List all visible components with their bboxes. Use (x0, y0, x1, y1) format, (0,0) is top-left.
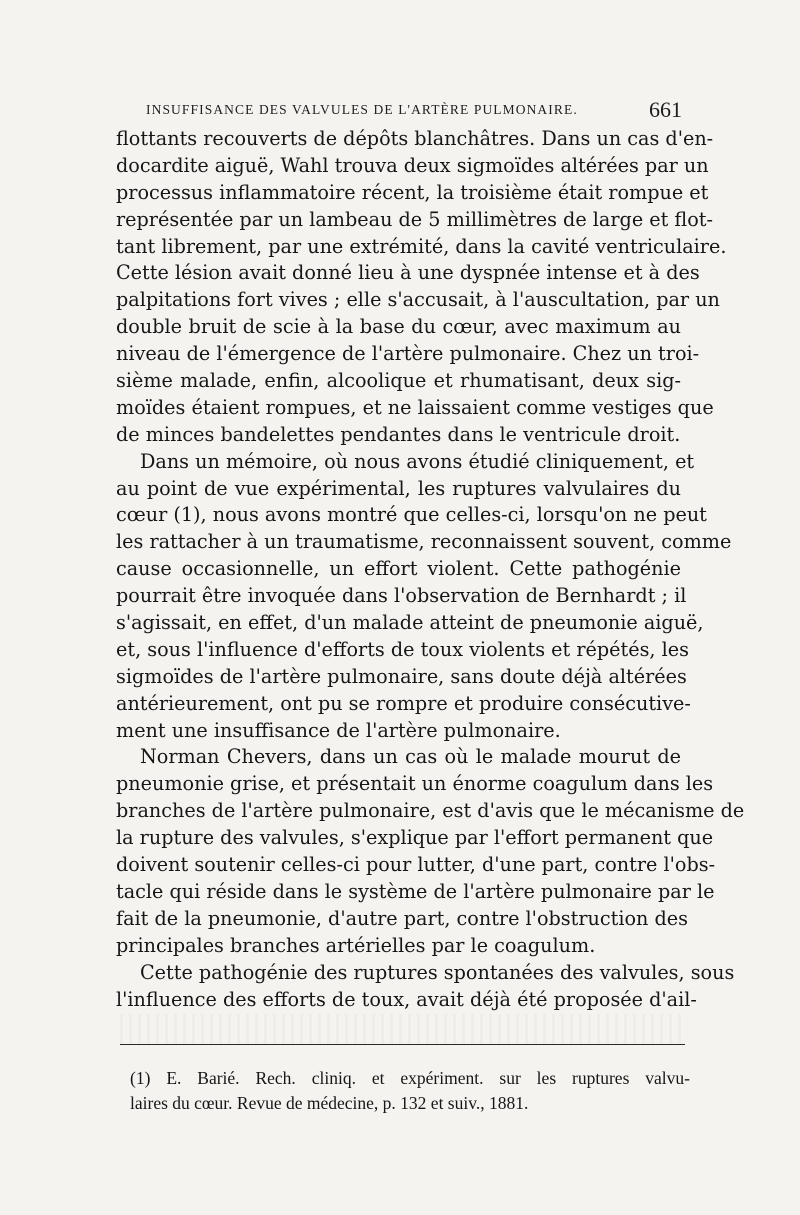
text-line: tant librement, par une extrémité, dans la cavité ventriculaire. (116, 234, 727, 258)
text-line: principales branches artérielles par le coagulum. (116, 933, 596, 957)
text-line: pourrait être invoquée dans l'observation de Bernhardt ; il (116, 584, 687, 608)
text-line: au point de vue expérimental, les ruptures valvulaires du (116, 476, 681, 500)
body-text (116, 126, 745, 1013)
text-line: s'agissait, en effet, d'un malade atteint de pneumonie aiguë, (116, 611, 704, 635)
text-line: Cette pathogénie des ruptures spontanées des valvules, sous (140, 960, 735, 984)
text-line: pneumonie grise, et présentait un énorme coagulum dans les (116, 772, 714, 796)
text-line: et, sous l'influence d'efforts de toux violents et répétés, les (116, 637, 689, 661)
text-line: de minces bandelettes pendantes dans le ventricule droit. (116, 422, 681, 446)
page-number: 661 (649, 97, 682, 122)
footnote (130, 1066, 690, 1116)
text-line: double bruit de scie à la base du cœur, avec maximum au (116, 315, 681, 339)
show-through-texture (120, 1014, 685, 1044)
text-line: moïdes étaient rompues, et ne laissaient comme vestiges que (116, 395, 714, 419)
text-line: sigmoïdes de l'artère pulmonaire, sans doute déjà altérées (116, 664, 687, 688)
text-line: les rattacher à un traumatisme, reconnaissent souvent, comme (116, 530, 732, 554)
text-line: représentée par un lambeau de 5 millimètres de large et flot- (116, 207, 713, 231)
text-line: Norman Chevers, dans un cas où le malade mourut de (140, 745, 681, 769)
text-line: tacle qui réside dans le système de l'artère pulmonaire par le (116, 879, 715, 903)
text-line: Dans un mémoire, où nous avons étudié cliniquement, et (140, 449, 695, 473)
text-line: flottants recouverts de dépôts blanchâtres. Dans un cas d'en- (116, 127, 714, 150)
text-line: la rupture des valvules, s'explique par l'effort permanent que (116, 826, 714, 850)
footnote-rule (120, 1044, 685, 1045)
text-line: branches de l'artère pulmonaire, est d'avis que le mécanisme de (116, 799, 745, 823)
text-line: ment une insuffisance de l'artère pulmonaire. (116, 718, 561, 742)
text-line: sième malade, enfin, alcoolique et rhumatisant, deux sig- (116, 369, 681, 393)
running-head (146, 97, 682, 122)
text-line: processus inflammatoire récent, la troisième était rompue et (116, 180, 709, 204)
text-line: doivent soutenir celles-ci pour lutter, d'une part, contre l'obs- (116, 853, 716, 877)
footnote-line: laires du cœur. Revue de médecine, p. 132 et suiv., 1881. (130, 1093, 529, 1113)
text-line: fait de la pneumonie, d'autre part, contre l'obstruction des (116, 906, 688, 930)
text-line: cause occasionnelle, un effort violent. Cette pathogénie (116, 557, 681, 581)
running-title: INSUFFISANCE DES VALVULES DE L'ARTÈRE PULMONAIRE. (146, 102, 578, 117)
text-line: docardite aiguë, Wahl trouva deux sigmoïdes altérées par un (116, 153, 709, 177)
text-line: l'influence des efforts de toux, avait déjà été proposée d'ail- (116, 987, 697, 1011)
text-line: palpitations fort vives ; elle s'accusait, à l'auscultation, par un (116, 288, 720, 312)
text-line: cœur (1), nous avons montré que celles-ci, lorsqu'on ne peut (116, 503, 707, 527)
text-line: antérieurement, ont pu se rompre et produire consécutive- (116, 691, 691, 715)
text-line: niveau de l'émergence de l'artère pulmonaire. Chez un troi- (116, 342, 700, 366)
footnote-line: (1) E. Barié. Rech. cliniq. et expériment. sur les ruptures valvu- (130, 1068, 690, 1088)
text-line: Cette lésion avait donné lieu à une dyspnée intense et à des (116, 261, 700, 285)
